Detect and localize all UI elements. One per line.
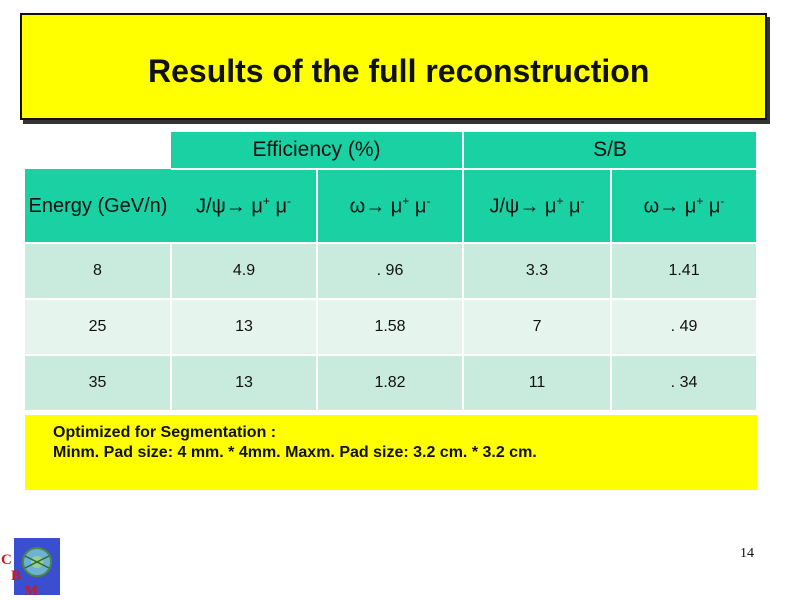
cell-eff-omega: 1.82 — [317, 355, 463, 410]
header-signal-background: S/B — [463, 132, 757, 169]
cell-energy: 25 — [25, 299, 171, 355]
title-box — [20, 13, 767, 120]
row-header-energy: Energy (GeV/n) — [25, 169, 171, 243]
slide-title: Results of the full reconstruction — [148, 53, 650, 89]
logo-letter-m: M — [24, 583, 39, 595]
cell-energy: 8 — [25, 243, 171, 299]
table-corner-blank — [25, 132, 171, 169]
cell-sb-omega: . 49 — [611, 299, 757, 355]
subheader-sb-omega: ω→ μ+ μ- — [611, 169, 757, 243]
cell-eff-omega: . 96 — [317, 243, 463, 299]
logo-letter-b: B — [11, 568, 22, 584]
cell-sb-jpsi: 7 — [463, 299, 611, 355]
cell-energy: 35 — [25, 355, 171, 410]
table-row — [25, 243, 757, 299]
cell-eff-jpsi: 13 — [171, 355, 317, 410]
header-efficiency: Efficiency (%) — [171, 132, 463, 169]
note-line-2: Minm. Pad size: 4 mm. * 4mm. Maxm. Pad size: 3.2 cm. * 3.2 cm. — [53, 444, 537, 461]
subheader-eff-omega: ω→ μ+ μ- — [317, 169, 463, 243]
results-table — [25, 132, 758, 410]
page-number: 14 — [740, 546, 754, 561]
cell-sb-jpsi: 3.3 — [463, 243, 611, 299]
cell-sb-omega: 1.41 — [611, 243, 757, 299]
subheader-sb-jpsi: J/ψ→ μ+ μ- — [463, 169, 611, 243]
table-row — [25, 299, 757, 355]
note-line-1: Optimized for Segmentation : — [53, 424, 277, 441]
cbm-logo — [0, 538, 60, 595]
cell-eff-jpsi: 13 — [171, 299, 317, 355]
logo-letter-c: C — [1, 552, 12, 568]
cell-eff-omega: 1.58 — [317, 299, 463, 355]
cell-sb-jpsi: 11 — [463, 355, 611, 410]
segmentation-note-box — [25, 415, 757, 490]
cell-eff-jpsi: 4.9 — [171, 243, 317, 299]
cell-sb-omega: . 34 — [611, 355, 757, 410]
subheader-eff-jpsi: J/ψ→ μ+ μ- — [171, 169, 317, 243]
table-row — [25, 355, 757, 410]
